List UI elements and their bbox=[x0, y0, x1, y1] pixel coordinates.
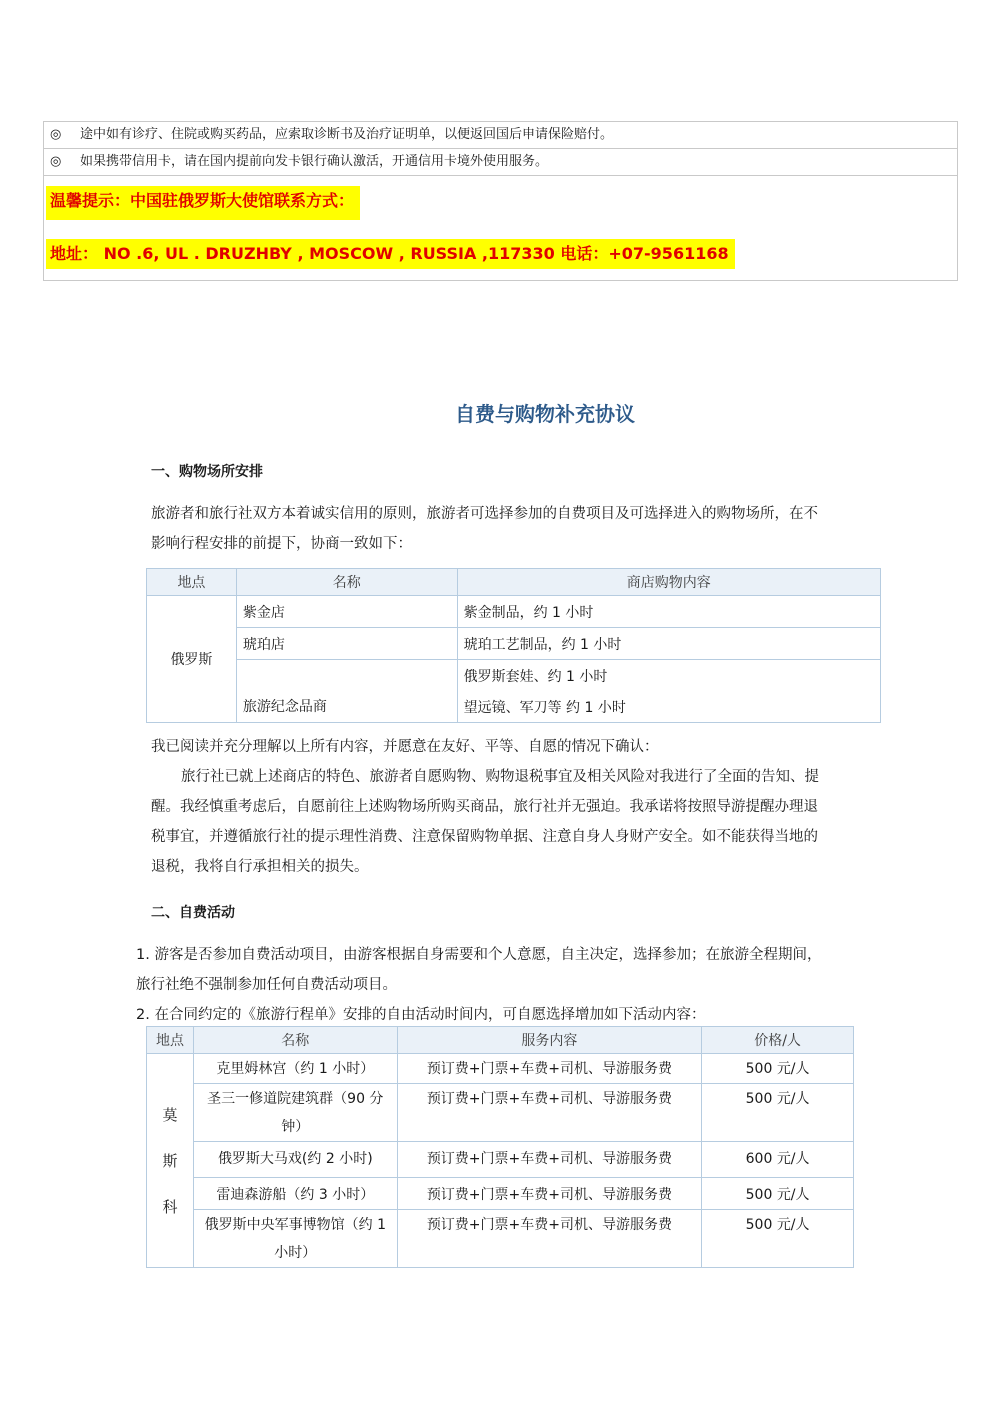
activity-name: 雷迪森游船（约 3 小时） bbox=[193, 1178, 397, 1210]
embassy-tip: 温馨提示：中国驻俄罗斯大使馆联系方式： bbox=[46, 186, 360, 220]
page-title: 自费与购物补充协议 bbox=[455, 402, 635, 426]
confirm-text: 我已阅读并充分理解以上所有内容，并愿意在友好、平等、自愿的情况下确认： bbox=[151, 739, 659, 755]
shop-content: 俄罗斯套娃、约 1 小时 bbox=[457, 660, 880, 692]
optional-activities-table bbox=[146, 1026, 854, 1268]
table-row bbox=[147, 1210, 854, 1268]
notice-text: 途中如有诊疗、住院或购买药品，应索取诊断书及治疗证明单，以便返回国后申请保险赔付。 bbox=[80, 127, 614, 142]
table-header-row bbox=[147, 569, 881, 596]
activity-name: 俄罗斯大马戏(约 2 小时) bbox=[193, 1142, 397, 1178]
activity-price: 600 元/人 bbox=[702, 1142, 854, 1178]
table-row bbox=[147, 1084, 854, 1142]
activity-price: 500 元/人 bbox=[702, 1084, 854, 1142]
activity-price: 500 元/人 bbox=[702, 1210, 854, 1268]
shop-content: 紫金制品，约 1 小时 bbox=[457, 596, 880, 628]
shop-content: 琥珀工艺制品，约 1 小时 bbox=[457, 628, 880, 660]
statement-line: 退税，我将自行承担相关的损失。 bbox=[151, 859, 369, 875]
table-header-row bbox=[147, 1027, 854, 1054]
shopping-table bbox=[146, 568, 881, 723]
statement-line: 醒。我经慎重考虑后，自愿前往上述购物场所购买商品，旅行社并无强迫。我承诺将按照导游提醒办理退 bbox=[151, 799, 818, 815]
activity-location: 莫 斯 科 bbox=[147, 1054, 194, 1268]
table-row bbox=[147, 1054, 854, 1084]
statement-line: 旅行社已就上述商店的特色、旅游者自愿购物、购物退税事宜及相关风险对我进行了全面的告知、提 bbox=[181, 769, 819, 785]
activity-service: 预订费+门票+车费+司机、导游服务费 bbox=[397, 1210, 702, 1268]
header-location: 地点 bbox=[147, 1027, 194, 1054]
header-price: 价格/人 bbox=[702, 1027, 854, 1054]
shop-name: 旅游纪念品商 bbox=[236, 660, 457, 723]
notice-row bbox=[44, 122, 957, 149]
table-row bbox=[147, 628, 881, 660]
embassy-address: 地址： NO .6, UL . DRUZHBY , MOSCOW , RUSSIA ,117330 电话：+07-9561168 bbox=[46, 239, 735, 269]
notice-text: 如果携带信用卡，请在国内提前向发卡银行确认激活，开通信用卡境外使用服务。 bbox=[80, 154, 549, 169]
shop-content: 望远镜、军刀等 约 1 小时 bbox=[457, 691, 880, 723]
table-row bbox=[147, 1142, 854, 1178]
item-line: 旅行社绝不强制参加任何自费活动项目。 bbox=[136, 977, 397, 993]
activity-name: 克里姆林宫（约 1 小时） bbox=[193, 1054, 397, 1084]
statement-line: 税事宜，并遵循旅行社的提示理性消费、注意保留购物单据、注意自身人身财产安全。如不能获得当地的 bbox=[151, 829, 818, 845]
bullet-icon: ◎ bbox=[50, 127, 62, 142]
shopping-intro bbox=[151, 499, 863, 559]
bullet-icon: ◎ bbox=[50, 154, 62, 169]
header-name: 名称 bbox=[193, 1027, 397, 1054]
activity-service: 预订费+门票+车费+司机、导游服务费 bbox=[397, 1178, 702, 1210]
table-row bbox=[147, 660, 881, 692]
header-service: 服务内容 bbox=[397, 1027, 702, 1054]
header-location: 地点 bbox=[147, 569, 237, 596]
notice-box bbox=[43, 121, 958, 281]
intro-line: 影响行程安排的前提下，协商一致如下： bbox=[151, 536, 412, 552]
optional-item-2: 2. 在合同约定的《旅游行程单》安排的自由活动时间内，可自愿选择增加如下活动内容： bbox=[136, 1007, 706, 1023]
intro-line: 旅游者和旅行社双方本着诚实信用的原则，旅游者可选择参加的自费项目及可选择进入的购物场所，在不 bbox=[151, 506, 818, 522]
activity-price: 500 元/人 bbox=[702, 1054, 854, 1084]
activity-price: 500 元/人 bbox=[702, 1178, 854, 1210]
shop-name: 琥珀店 bbox=[236, 628, 457, 660]
activity-service: 预订费+门票+车费+司机、导游服务费 bbox=[397, 1084, 702, 1142]
optional-item-1 bbox=[136, 940, 866, 1000]
shop-location: 俄罗斯 bbox=[147, 596, 237, 723]
item-line: 1. 游客是否参加自费活动项目，由游客根据自身需要和个人意愿，自主决定，选择参加；在旅游全程期间， bbox=[136, 947, 822, 963]
activity-name: 俄罗斯中央军事博物馆（约 1 小时） bbox=[193, 1210, 397, 1268]
header-content: 商店购物内容 bbox=[457, 569, 880, 596]
table-row bbox=[147, 596, 881, 628]
notice-row bbox=[44, 149, 957, 176]
table-row bbox=[147, 1178, 854, 1210]
section-heading-optional: 二、自费活动 bbox=[151, 905, 235, 921]
activity-name: 圣三一修道院建筑群（90 分 钟） bbox=[193, 1084, 397, 1142]
activity-service: 预订费+门票+车费+司机、导游服务费 bbox=[397, 1054, 702, 1084]
activity-service: 预订费+门票+车费+司机、导游服务费 bbox=[397, 1142, 702, 1178]
section-heading-shopping: 一、购物场所安排 bbox=[151, 464, 263, 480]
shop-name: 紫金店 bbox=[236, 596, 457, 628]
shopping-statement bbox=[151, 762, 863, 882]
header-name: 名称 bbox=[236, 569, 457, 596]
